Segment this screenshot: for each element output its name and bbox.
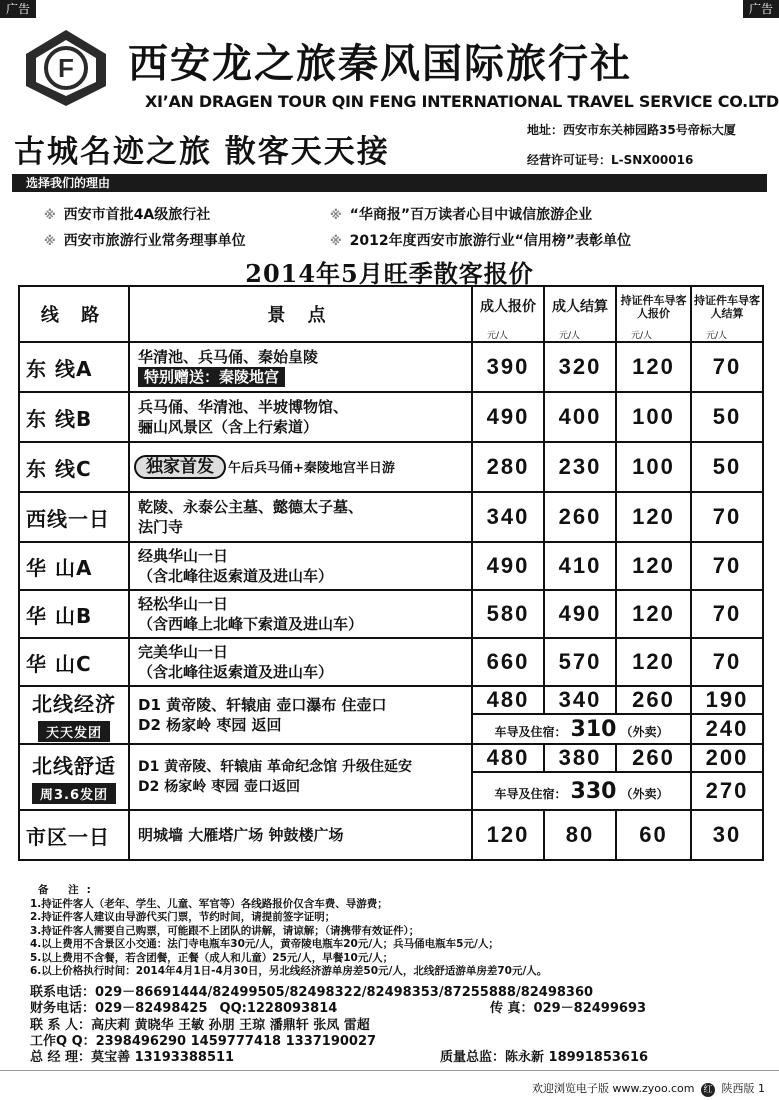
contact-quality: 质量总监：陈永新 18991853616 <box>440 1050 649 1066</box>
price-cert-settle: 200 <box>691 744 763 772</box>
guide-lodging-price: 车导及住宿： 310 （外卖） <box>472 714 691 744</box>
table-row-north-economy <box>19 686 763 714</box>
price-cert-settle: 70 <box>691 342 763 392</box>
edition-label: 陕西版 1 <box>721 1082 765 1095</box>
company-name-en: XI’AN DRAGEN TOUR QIN FENG INTERNATIONAL TRAVEL SERVICE CO.LTD <box>145 92 779 111</box>
scenic-spots: D1 黄帝陵、轩辕庙 壶口瀑布 住壶口 D2 杨家岭 枣园 返回 <box>129 686 472 744</box>
guide-lodging-price: 车导及住宿： 330 （外卖） <box>472 772 691 810</box>
price-adult-quote: 120 <box>472 810 544 860</box>
contact-finance: 财务电话：029－82498425 QQ:1228093814 传 真：029－82499693 <box>30 1001 647 1017</box>
exclusive-badge: 独家首发 <box>134 455 226 479</box>
scenic-spots: 经典华山一日 （含北峰往返索道及进山车） <box>129 542 472 590</box>
price-cert-quote: 120 <box>616 590 691 638</box>
price-cert-settle-extra: 270 <box>691 772 763 810</box>
price-cert-quote: 60 <box>616 810 691 860</box>
price-cert-settle: 30 <box>691 810 763 860</box>
unit-label: 元/人 <box>691 327 763 342</box>
reason-item: ※ 2012年度西安市旅游行业“信用榜”表彰单位 <box>330 233 632 249</box>
price-cert-settle: 190 <box>691 686 763 714</box>
price-cert-quote: 120 <box>616 638 691 686</box>
route-name: 北线经济 天天发团 <box>19 686 129 744</box>
table-row <box>19 590 763 638</box>
route-name: 东 线A <box>19 342 129 392</box>
scenic-spots: D1 黄帝陵、轩辕庙 革命纪念馆 升级住延安 D2 杨家岭 枣园 壶口返回 <box>129 744 472 810</box>
contact-phone: 联系电话：029－86691444/82499505/82498322/82498353/87255888/82498360 <box>30 985 594 1000</box>
price-cert-settle: 70 <box>691 492 763 542</box>
price-cert-quote: 100 <box>616 392 691 442</box>
header-adult-quote: 成人报价 <box>472 286 544 327</box>
scenic-spots: 乾陵、永泰公主墓、懿德太子墓、 法门寺 <box>129 492 472 542</box>
scenic-spots: 完美华山一日 （含北峰往返索道及进山车） <box>129 638 472 686</box>
price-adult-settle: 80 <box>544 810 616 860</box>
price-adult-quote: 580 <box>472 590 544 638</box>
route-name: 东 线B <box>19 392 129 442</box>
price-cert-quote: 120 <box>616 542 691 590</box>
footer <box>532 1080 765 1097</box>
reason-item: ※ 西安市旅游行业常务理事单位 <box>44 233 246 249</box>
header-scenic: 景 点 <box>129 286 472 342</box>
price-cert-settle: 70 <box>691 542 763 590</box>
slogan: 古城名迹之旅 散客天天接 <box>14 134 390 170</box>
header-adult-settle: 成人结算 <box>544 286 616 327</box>
price-cert-quote: 260 <box>616 686 691 714</box>
header-cert-settle: 持证件车导客人结算 <box>691 286 763 327</box>
price-adult-settle: 380 <box>544 744 616 772</box>
table-row-city <box>19 810 763 860</box>
notes-title: 备 注: <box>38 884 99 896</box>
address: 地址：西安市东关柿园路35号帝标大厦 <box>527 123 736 137</box>
price-cert-settle: 50 <box>691 442 763 492</box>
price-cert-settle-extra: 240 <box>691 714 763 744</box>
price-adult-settle: 570 <box>544 638 616 686</box>
red-edition-icon: 红 <box>701 1083 715 1097</box>
ad-tag-right: 广告 <box>743 0 779 18</box>
price-adult-settle: 400 <box>544 392 616 442</box>
reasons-list <box>44 200 764 256</box>
contacts <box>30 985 649 1066</box>
contact-work-qq: 工作Q Q：2398496290 1459777418 1337190027 <box>30 1033 377 1049</box>
unit-label: 元/人 <box>544 327 616 342</box>
table-header-row <box>19 286 763 327</box>
logo-letter: F <box>58 53 74 83</box>
company-logo <box>20 28 112 108</box>
price-adult-quote: 480 <box>472 744 544 772</box>
contact-fax: 传 真：029－82499693 <box>490 1001 647 1017</box>
route-name: 北线舒适 周3.6发团 <box>19 744 129 810</box>
route-name: 东 线C <box>19 442 129 492</box>
price-adult-settle: 340 <box>544 686 616 714</box>
price-cert-quote: 120 <box>616 342 691 392</box>
note-item: 1.持证件客人（老年、学生、儿童、军官等）各线路报价仅含车费、导游费； <box>30 897 388 910</box>
header-route: 线 路 <box>19 286 129 342</box>
scenic-spots: 独家首发 午后兵马俑+秦陵地宫半日游 <box>129 442 472 492</box>
table-row <box>19 342 763 392</box>
route-name: 西线一日 <box>19 492 129 542</box>
note-item: 4.以上费用不含景区小交通：法门寺电瓶车30元/人，黄帝陵电瓶车20元/人；兵马俑电瓶车5元/人； <box>30 938 499 950</box>
table-row <box>19 492 763 542</box>
price-adult-settle: 260 <box>544 492 616 542</box>
reason-item: ※ “华商报”百万读者心目中诚信旅游企业 <box>330 207 593 223</box>
footer-text: 欢迎浏览电子版 www.zyoo.com <box>531 1082 695 1095</box>
reason-bar: 选择我们的理由 <box>12 174 767 192</box>
route-name: 市区一日 <box>19 810 129 860</box>
license-number: 经营许可证号：L-SNX00016 <box>527 153 694 167</box>
reason-item: ※ 西安市首批4A级旅行社 <box>44 207 211 223</box>
price-cert-quote: 260 <box>616 744 691 772</box>
price-cert-quote: 100 <box>616 442 691 492</box>
table-row <box>19 392 763 442</box>
contact-manager: 总 经 理：莫宝善 13193388511 质量总监：陈永新 18991853616 <box>30 1050 649 1066</box>
header-cert-quote: 持证件车导客人报价 <box>616 286 691 327</box>
table-row-north-comfort <box>19 744 763 772</box>
table-row <box>19 542 763 590</box>
unit-label: 元/人 <box>616 327 691 342</box>
route-name: 华 山B <box>19 590 129 638</box>
note-item: 3.持证件客人需要自己购票，可能跟不上团队的讲解，请谅解；（请携带有效证件）； <box>30 924 420 937</box>
scenic-spots: 华清池、兵马俑、秦始皇陵 特别赠送：秦陵地宫 <box>129 342 472 392</box>
price-cert-settle: 70 <box>691 638 763 686</box>
price-cert-settle: 70 <box>691 590 763 638</box>
footer-rule <box>0 1070 779 1071</box>
price-adult-quote: 490 <box>472 392 544 442</box>
price-adult-quote: 490 <box>472 542 544 590</box>
price-adult-settle: 490 <box>544 590 616 638</box>
table-row <box>19 638 763 686</box>
price-adult-settle: 320 <box>544 342 616 392</box>
price-adult-quote: 280 <box>472 442 544 492</box>
note-item: 5.以上费用不含餐，若含团餐，正餐（成人和儿童）25元/人，早餐10元/人； <box>30 951 394 964</box>
price-cert-settle: 50 <box>691 392 763 442</box>
contact-people: 联 系 人：高庆莉 黄晓华 王敏 孙朋 王琼 潘鼎轩 张凤 雷超 <box>30 1017 370 1033</box>
price-adult-quote: 480 <box>472 686 544 714</box>
scenic-spots: 轻松华山一日 （含西峰上北峰下索道及进山车） <box>129 590 472 638</box>
price-adult-quote: 390 <box>472 342 544 392</box>
price-adult-settle: 230 <box>544 442 616 492</box>
departure-badge: 周3.6发团 <box>32 783 116 804</box>
route-name: 华 山A <box>19 542 129 590</box>
route-name: 华 山C <box>19 638 129 686</box>
table-row <box>19 442 763 492</box>
note-item: 6.以上价格执行时间：2014年4月1日-4月30日，另北线经济游单房差50元/人，北线舒适游单房差70元/人。 <box>30 965 548 977</box>
price-table <box>18 285 764 861</box>
note-item: 2.持证件客人建议由导游代买门票，节约时间，请提前签字证明； <box>30 911 336 923</box>
scenic-spots: 明城墙 大雁塔广场 钟鼓楼广场 <box>129 810 472 860</box>
price-adult-settle: 410 <box>544 542 616 590</box>
scenic-spots: 兵马俑、华清池、半坡博物馆、 骊山风景区（含上行索道） <box>129 392 472 442</box>
price-adult-quote: 340 <box>472 492 544 542</box>
bonus-badge: 特别赠送：秦陵地宫 <box>138 367 285 387</box>
unit-label: 元/人 <box>472 327 544 342</box>
ad-tag-left: 广告 <box>0 0 36 18</box>
departure-badge: 天天发团 <box>38 721 110 742</box>
notes <box>30 884 547 979</box>
company-name-cn: 西安龙之旅秦风国际旅行社 <box>128 41 632 87</box>
price-cert-quote: 120 <box>616 492 691 542</box>
price-adult-quote: 660 <box>472 638 544 686</box>
price-title: 2014年5月旺季散客报价 <box>245 259 534 288</box>
